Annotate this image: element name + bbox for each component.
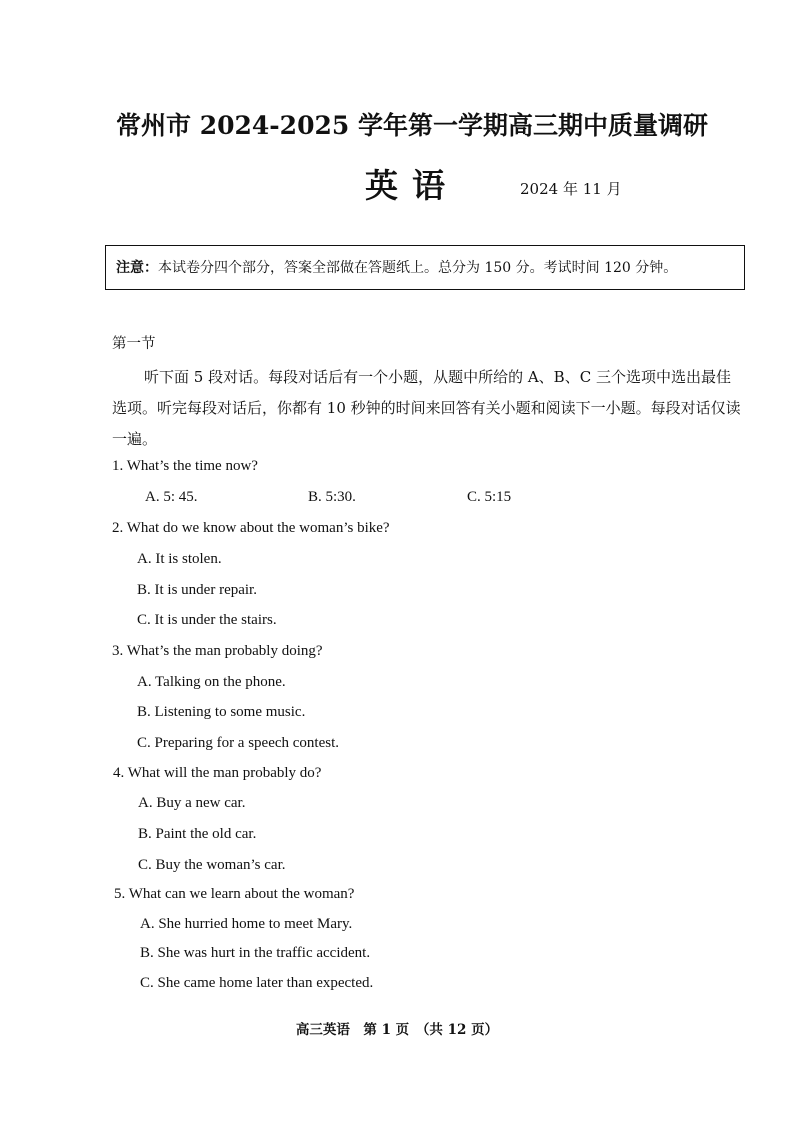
question-stem: 3. What’s the man probably doing? [112,643,323,659]
option: B. Paint the old car. [138,826,257,842]
exam-title: 常州市 2024-2025 学年第一学期高三期中质量调研 [116,111,708,140]
question-stem: 1. What’s the time now? [112,458,258,474]
option: C. 5:15 [467,489,512,505]
option: B. Listening to some music. [137,704,306,720]
option: B. She was hurt in the traffic accident. [140,945,371,961]
notice-box [105,245,745,290]
option: B. It is under repair. [137,582,257,598]
option: C. It is under the stairs. [137,612,277,628]
subject-title: 英语 [365,166,459,205]
page-footer: 高三英语 第 1 页 （共 12 页） [295,1022,499,1038]
option: B. 5:30. [308,489,356,505]
option: C. Preparing for a speech contest. [137,735,340,751]
notice-text: 本试卷分四个部分，答案全部做在答题纸上。总分为 150 分。考试时间 120 分钟。 [158,260,678,276]
option: C. She came home later than expected. [140,975,374,991]
option: A. Talking on the phone. [137,674,286,690]
section-instructions: 听下面 5 段对话。每段对话后有一个小题，从题中所给的 A、B、C 三个选项中选出最佳选项。听完每段对话后，你都有 10 秒钟的时间来回答有关小题和阅读下一小题。每段对话仅读一遍。 [112,368,741,448]
question-stem: 4. What will the man probably do? [113,765,322,781]
option: A. Buy a new car. [138,795,246,811]
notice-label: 注意： [116,260,158,276]
option: A. It is stolen. [137,551,222,567]
exam-date: 2024 年 11 月 [520,180,622,198]
option: A. 5: 45. [145,489,198,505]
question-stem: 2. What do we know about the woman’s bike? [112,520,390,536]
question-stem: 5. What can we learn about the woman? [114,886,355,902]
option: C. Buy the woman’s car. [138,857,286,873]
section-heading: 第一节 [112,336,156,352]
option: A. She hurried home to meet Mary. [140,916,353,932]
